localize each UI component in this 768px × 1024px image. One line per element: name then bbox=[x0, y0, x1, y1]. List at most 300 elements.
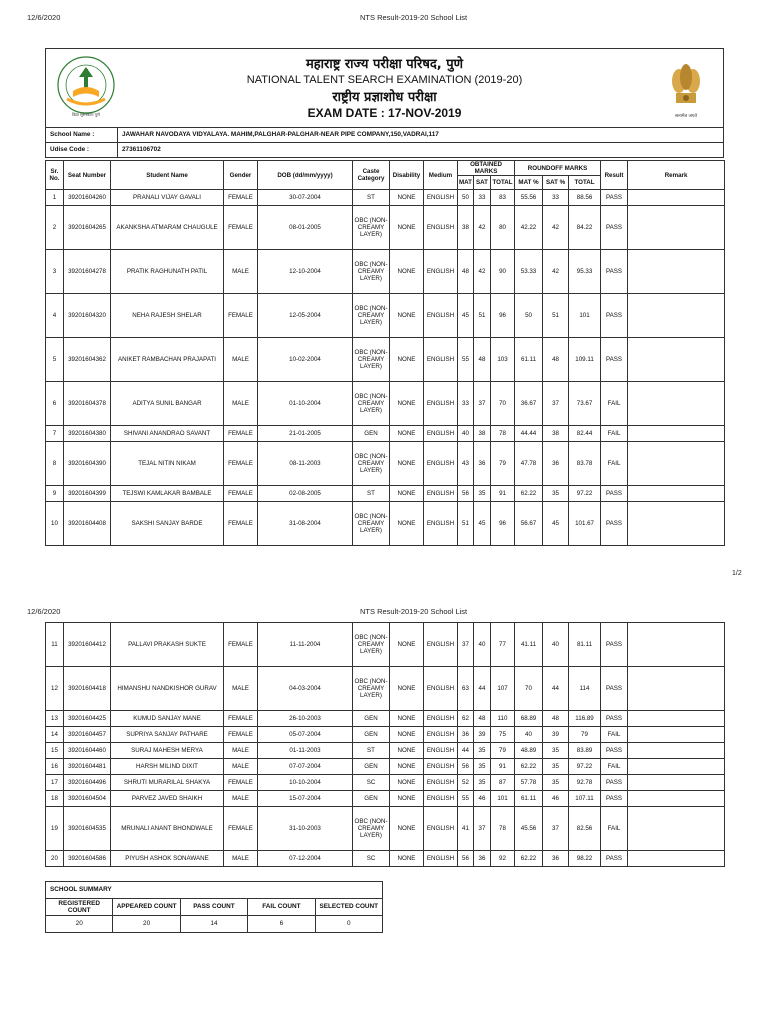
medium: ENGLISH bbox=[424, 807, 458, 851]
student-name: SHRUTI MURARILAL SHAKYA bbox=[111, 775, 224, 791]
table-row bbox=[46, 791, 725, 807]
mat-marks: 63 bbox=[458, 667, 474, 711]
mat-percent: 48.89 bbox=[515, 743, 543, 759]
medium: ENGLISH bbox=[424, 426, 458, 442]
remark bbox=[628, 442, 725, 486]
seat-number: 39201604496 bbox=[64, 775, 111, 791]
roundoff-total: 84.22 bbox=[569, 206, 601, 250]
medium: ENGLISH bbox=[424, 759, 458, 775]
disability: NONE bbox=[390, 426, 424, 442]
remark bbox=[628, 851, 725, 867]
disability: NONE bbox=[390, 206, 424, 250]
roundoff-total: 83.78 bbox=[569, 442, 601, 486]
dob: 15-07-2004 bbox=[258, 791, 353, 807]
roundoff-total: 88.56 bbox=[569, 190, 601, 206]
disability: NONE bbox=[390, 623, 424, 667]
mat-percent: 68.89 bbox=[515, 711, 543, 727]
disability: NONE bbox=[390, 727, 424, 743]
medium: ENGLISH bbox=[424, 338, 458, 382]
roundoff-total: 81.11 bbox=[569, 623, 601, 667]
medium: ENGLISH bbox=[424, 623, 458, 667]
sat-percent: 48 bbox=[543, 711, 569, 727]
col-roundoff: ROUNDOFF MARKS bbox=[515, 161, 601, 176]
selected-count: 0 bbox=[315, 916, 382, 933]
seat-number: 39201604380 bbox=[64, 426, 111, 442]
table-row bbox=[46, 623, 725, 667]
seat-number: 39201604320 bbox=[64, 294, 111, 338]
total-marks: 107 bbox=[491, 667, 515, 711]
seat-number: 39201604504 bbox=[64, 791, 111, 807]
dob: 31-08-2004 bbox=[258, 502, 353, 546]
gender: FEMALE bbox=[224, 486, 258, 502]
medium: ENGLISH bbox=[424, 250, 458, 294]
disability: NONE bbox=[390, 338, 424, 382]
sat-percent: 42 bbox=[543, 250, 569, 294]
total-marks: 96 bbox=[491, 502, 515, 546]
seat-number: 39201604260 bbox=[64, 190, 111, 206]
sr-no: 3 bbox=[46, 250, 64, 294]
mat-marks: 44 bbox=[458, 743, 474, 759]
mat-marks: 56 bbox=[458, 759, 474, 775]
col-sat-pct: SAT % bbox=[543, 176, 569, 190]
table-row bbox=[46, 711, 725, 727]
roundoff-total: 101 bbox=[569, 294, 601, 338]
total-marks: 75 bbox=[491, 727, 515, 743]
summary-header: PASS COUNT bbox=[180, 899, 247, 916]
dob: 02-08-2005 bbox=[258, 486, 353, 502]
remark bbox=[628, 206, 725, 250]
table-row bbox=[46, 206, 725, 250]
dob: 12-05-2004 bbox=[258, 294, 353, 338]
dob: 08-11-2003 bbox=[258, 442, 353, 486]
col-sat: SAT bbox=[474, 176, 491, 190]
col-disability: Disability bbox=[390, 161, 424, 190]
roundoff-total: 83.89 bbox=[569, 743, 601, 759]
disability: NONE bbox=[390, 711, 424, 727]
total-marks: 80 bbox=[491, 206, 515, 250]
medium: ENGLISH bbox=[424, 294, 458, 338]
sr-no: 11 bbox=[46, 623, 64, 667]
mat-percent: 44.44 bbox=[515, 426, 543, 442]
remark bbox=[628, 807, 725, 851]
result: FAIL bbox=[601, 807, 628, 851]
sr-no: 10 bbox=[46, 502, 64, 546]
col-result: Result bbox=[601, 161, 628, 190]
caste-category: OBC (NON-CREAMY LAYER) bbox=[353, 623, 390, 667]
student-name: TEJAL NITIN NIKAM bbox=[111, 442, 224, 486]
summary-header: SELECTED COUNT bbox=[315, 899, 382, 916]
caste-category: OBC (NON-CREAMY LAYER) bbox=[353, 338, 390, 382]
marathi-title: महाराष्ट्र राज्य परीक्षा परिषद, पुणे bbox=[305, 57, 464, 72]
mat-percent: 57.78 bbox=[515, 775, 543, 791]
result: PASS bbox=[601, 775, 628, 791]
mat-percent: 62.22 bbox=[515, 486, 543, 502]
medium: ENGLISH bbox=[424, 775, 458, 791]
table-row bbox=[46, 759, 725, 775]
roundoff-total: 82.56 bbox=[569, 807, 601, 851]
sat-percent: 42 bbox=[543, 206, 569, 250]
table-row bbox=[46, 775, 725, 791]
summary-header: FAIL COUNT bbox=[248, 899, 315, 916]
result: PASS bbox=[601, 250, 628, 294]
medium: ENGLISH bbox=[424, 743, 458, 759]
sat-marks: 45 bbox=[474, 502, 491, 546]
result: PASS bbox=[601, 667, 628, 711]
caste-category: SC bbox=[353, 775, 390, 791]
caste-category: OBC (NON-CREAMY LAYER) bbox=[353, 667, 390, 711]
table-row bbox=[46, 851, 725, 867]
remark bbox=[628, 426, 725, 442]
page-date: 12/6/2020 bbox=[27, 13, 61, 22]
mat-marks: 41 bbox=[458, 807, 474, 851]
col-mat-pct: MAT % bbox=[515, 176, 543, 190]
mat-marks: 33 bbox=[458, 382, 474, 426]
sat-marks: 36 bbox=[474, 442, 491, 486]
gender: FEMALE bbox=[224, 206, 258, 250]
mat-percent: 61.11 bbox=[515, 791, 543, 807]
dob: 08-01-2005 bbox=[258, 206, 353, 250]
sat-marks: 40 bbox=[474, 623, 491, 667]
gender: FEMALE bbox=[224, 807, 258, 851]
sat-percent: 40 bbox=[543, 623, 569, 667]
gender: MALE bbox=[224, 791, 258, 807]
result: PASS bbox=[601, 294, 628, 338]
result: PASS bbox=[601, 206, 628, 250]
table-row bbox=[46, 426, 725, 442]
mat-marks: 43 bbox=[458, 442, 474, 486]
seat-number: 39201604399 bbox=[64, 486, 111, 502]
sr-no: 17 bbox=[46, 775, 64, 791]
results-body-page2 bbox=[46, 623, 725, 867]
sat-marks: 37 bbox=[474, 807, 491, 851]
sat-percent: 39 bbox=[543, 727, 569, 743]
result: PASS bbox=[601, 851, 628, 867]
mat-marks: 51 bbox=[458, 502, 474, 546]
dob: 10-02-2004 bbox=[258, 338, 353, 382]
result: PASS bbox=[601, 486, 628, 502]
page-title: NTS Result-2019-20 School List bbox=[360, 13, 468, 22]
caste-category: ST bbox=[353, 190, 390, 206]
table-row bbox=[46, 382, 725, 426]
disability: NONE bbox=[390, 502, 424, 546]
sat-percent: 36 bbox=[543, 851, 569, 867]
result: FAIL bbox=[601, 727, 628, 743]
fail-count: 6 bbox=[248, 916, 315, 933]
result: PASS bbox=[601, 743, 628, 759]
sr-no: 9 bbox=[46, 486, 64, 502]
medium: ENGLISH bbox=[424, 382, 458, 426]
caste-category: OBC (NON-CREAMY LAYER) bbox=[353, 382, 390, 426]
roundoff-total: 92.78 bbox=[569, 775, 601, 791]
remark bbox=[628, 743, 725, 759]
col-total: TOTAL bbox=[491, 176, 515, 190]
sat-percent: 35 bbox=[543, 775, 569, 791]
medium: ENGLISH bbox=[424, 727, 458, 743]
mat-percent: 55.56 bbox=[515, 190, 543, 206]
dob: 07-07-2004 bbox=[258, 759, 353, 775]
student-name: MRUNALI ANANT BHONDWALE bbox=[111, 807, 224, 851]
sat-marks: 46 bbox=[474, 791, 491, 807]
mat-marks: 48 bbox=[458, 250, 474, 294]
sat-marks: 37 bbox=[474, 382, 491, 426]
roundoff-total: 107.11 bbox=[569, 791, 601, 807]
sat-percent: 35 bbox=[543, 759, 569, 775]
page-number: 1/2 bbox=[732, 570, 742, 577]
remark bbox=[628, 727, 725, 743]
udise-label: Udise Code : bbox=[46, 143, 118, 158]
mat-percent: 42.22 bbox=[515, 206, 543, 250]
roundoff-total: 79 bbox=[569, 727, 601, 743]
sat-marks: 33 bbox=[474, 190, 491, 206]
sr-no: 16 bbox=[46, 759, 64, 775]
caste-category: OBC (NON-CREAMY LAYER) bbox=[353, 807, 390, 851]
seat-number: 39201604378 bbox=[64, 382, 111, 426]
page2-date: 12/6/2020 bbox=[27, 607, 61, 616]
school-info bbox=[45, 127, 724, 158]
col-total2: TOTAL bbox=[569, 176, 601, 190]
result: PASS bbox=[601, 338, 628, 382]
table-row bbox=[46, 807, 725, 851]
gender: FEMALE bbox=[224, 727, 258, 743]
total-marks: 83 bbox=[491, 190, 515, 206]
gender: FEMALE bbox=[224, 711, 258, 727]
sat-marks: 48 bbox=[474, 711, 491, 727]
table-row bbox=[46, 502, 725, 546]
seat-number: 39201604390 bbox=[64, 442, 111, 486]
total-marks: 70 bbox=[491, 382, 515, 426]
total-marks: 87 bbox=[491, 775, 515, 791]
gender: MALE bbox=[224, 667, 258, 711]
medium: ENGLISH bbox=[424, 791, 458, 807]
results-table-page1 bbox=[45, 160, 725, 546]
sr-no: 14 bbox=[46, 727, 64, 743]
total-marks: 78 bbox=[491, 426, 515, 442]
summary-title: SCHOOL SUMMARY bbox=[46, 882, 383, 899]
remark bbox=[628, 294, 725, 338]
sr-no: 4 bbox=[46, 294, 64, 338]
sat-marks: 36 bbox=[474, 851, 491, 867]
disability: NONE bbox=[390, 807, 424, 851]
roundoff-total: 73.67 bbox=[569, 382, 601, 426]
mat-percent: 62.22 bbox=[515, 759, 543, 775]
seat-number: 39201604362 bbox=[64, 338, 111, 382]
table-row bbox=[46, 486, 725, 502]
table-row bbox=[46, 743, 725, 759]
sat-marks: 35 bbox=[474, 743, 491, 759]
student-name: SUPRIYA SANJAY PATHARE bbox=[111, 727, 224, 743]
medium: ENGLISH bbox=[424, 206, 458, 250]
total-marks: 103 bbox=[491, 338, 515, 382]
student-name: HIMANSHU NANDKISHOR GURAV bbox=[111, 667, 224, 711]
total-marks: 90 bbox=[491, 250, 515, 294]
sat-percent: 36 bbox=[543, 442, 569, 486]
sr-no: 18 bbox=[46, 791, 64, 807]
dob: 05-07-2004 bbox=[258, 727, 353, 743]
mat-marks: 56 bbox=[458, 486, 474, 502]
exam-banner bbox=[45, 48, 724, 127]
sat-marks: 35 bbox=[474, 759, 491, 775]
gender: MALE bbox=[224, 759, 258, 775]
results-body-page1 bbox=[46, 190, 725, 546]
hindi-title: राष्ट्रीय प्रज्ञाशोध परीक्षा bbox=[332, 90, 437, 105]
remark bbox=[628, 382, 725, 426]
medium: ENGLISH bbox=[424, 190, 458, 206]
disability: NONE bbox=[390, 442, 424, 486]
dob: 30-07-2004 bbox=[258, 190, 353, 206]
table-row bbox=[46, 727, 725, 743]
sr-no: 2 bbox=[46, 206, 64, 250]
logo-left-text: विद्या सुसंस्कारः पुणे bbox=[71, 112, 101, 117]
mat-percent: 41.11 bbox=[515, 623, 543, 667]
col-dob: DOB (dd/mm/yyyy) bbox=[258, 161, 353, 190]
sr-no: 12 bbox=[46, 667, 64, 711]
student-name: KUMUD SANJAY MANE bbox=[111, 711, 224, 727]
logo-right-text: सत्यमेव जयते bbox=[674, 114, 698, 119]
roundoff-total: 101.67 bbox=[569, 502, 601, 546]
disability: NONE bbox=[390, 667, 424, 711]
col-medium: Medium bbox=[424, 161, 458, 190]
student-name: PRANALI VIJAY GAVALI bbox=[111, 190, 224, 206]
mat-percent: 47.78 bbox=[515, 442, 543, 486]
english-title: NATIONAL TALENT SEARCH EXAMINATION (2019-20) bbox=[246, 74, 523, 86]
medium: ENGLISH bbox=[424, 502, 458, 546]
mat-percent: 36.67 bbox=[515, 382, 543, 426]
registered-count: 20 bbox=[46, 916, 113, 933]
dob: 01-11-2003 bbox=[258, 743, 353, 759]
results-table-page2 bbox=[45, 622, 725, 867]
medium: ENGLISH bbox=[424, 711, 458, 727]
roundoff-total: 97.22 bbox=[569, 759, 601, 775]
student-name: PARVEZ JAVED SHAIKH bbox=[111, 791, 224, 807]
remark bbox=[628, 190, 725, 206]
sat-percent: 46 bbox=[543, 791, 569, 807]
col-caste: Caste Category bbox=[353, 161, 390, 190]
roundoff-total: 114 bbox=[569, 667, 601, 711]
col-remark: Remark bbox=[628, 161, 725, 190]
table-row bbox=[46, 442, 725, 486]
remark bbox=[628, 623, 725, 667]
sat-percent: 51 bbox=[543, 294, 569, 338]
gender: FEMALE bbox=[224, 294, 258, 338]
total-marks: 92 bbox=[491, 851, 515, 867]
remark bbox=[628, 759, 725, 775]
result: PASS bbox=[601, 623, 628, 667]
dob: 21-01-2005 bbox=[258, 426, 353, 442]
student-name: ANIKET RAMBACHAN PRAJAPATI bbox=[111, 338, 224, 382]
sat-marks: 51 bbox=[474, 294, 491, 338]
result: FAIL bbox=[601, 442, 628, 486]
caste-category: OBC (NON-CREAMY LAYER) bbox=[353, 250, 390, 294]
disability: NONE bbox=[390, 743, 424, 759]
gender: FEMALE bbox=[224, 623, 258, 667]
gender: MALE bbox=[224, 250, 258, 294]
mat-percent: 61.11 bbox=[515, 338, 543, 382]
seat-number: 39201604457 bbox=[64, 727, 111, 743]
student-name: HARSH MILIND DIXIT bbox=[111, 759, 224, 775]
sr-no: 20 bbox=[46, 851, 64, 867]
result: FAIL bbox=[601, 426, 628, 442]
col-seat: Seat Number bbox=[64, 161, 111, 190]
gender: FEMALE bbox=[224, 442, 258, 486]
col-sr: Sr. No. bbox=[46, 161, 64, 190]
caste-category: GEN bbox=[353, 759, 390, 775]
sr-no: 13 bbox=[46, 711, 64, 727]
total-marks: 91 bbox=[491, 486, 515, 502]
student-name: NEHA RAJESH SHELAR bbox=[111, 294, 224, 338]
mat-percent: 45.56 bbox=[515, 807, 543, 851]
school-name-label: School Name : bbox=[46, 128, 118, 143]
disability: NONE bbox=[390, 250, 424, 294]
student-name: ADITYA SUNIL BANGAR bbox=[111, 382, 224, 426]
mat-percent: 40 bbox=[515, 727, 543, 743]
roundoff-total: 82.44 bbox=[569, 426, 601, 442]
page2-title: NTS Result-2019-20 School List bbox=[360, 607, 468, 616]
sr-no: 6 bbox=[46, 382, 64, 426]
dob: 07-12-2004 bbox=[258, 851, 353, 867]
caste-category: OBC (NON-CREAMY LAYER) bbox=[353, 442, 390, 486]
mat-percent: 62.22 bbox=[515, 851, 543, 867]
sat-percent: 48 bbox=[543, 338, 569, 382]
mat-marks: 50 bbox=[458, 190, 474, 206]
caste-category: GEN bbox=[353, 727, 390, 743]
caste-category: SC bbox=[353, 851, 390, 867]
result: PASS bbox=[601, 711, 628, 727]
col-mat: MAT bbox=[458, 176, 474, 190]
mat-marks: 62 bbox=[458, 711, 474, 727]
roundoff-total: 116.89 bbox=[569, 711, 601, 727]
sr-no: 15 bbox=[46, 743, 64, 759]
result: PASS bbox=[601, 502, 628, 546]
total-marks: 79 bbox=[491, 442, 515, 486]
mat-percent: 53.33 bbox=[515, 250, 543, 294]
dob: 11-11-2004 bbox=[258, 623, 353, 667]
remark bbox=[628, 250, 725, 294]
caste-category: GEN bbox=[353, 426, 390, 442]
appeared-count: 20 bbox=[113, 916, 180, 933]
table-row bbox=[46, 667, 725, 711]
roundoff-total: 95.33 bbox=[569, 250, 601, 294]
seat-number: 39201604481 bbox=[64, 759, 111, 775]
total-marks: 110 bbox=[491, 711, 515, 727]
seat-number: 39201604535 bbox=[64, 807, 111, 851]
disability: NONE bbox=[390, 190, 424, 206]
caste-category: GEN bbox=[353, 791, 390, 807]
table-row bbox=[46, 190, 725, 206]
sat-marks: 42 bbox=[474, 250, 491, 294]
summary-header: APPEARED COUNT bbox=[113, 899, 180, 916]
caste-category: GEN bbox=[353, 711, 390, 727]
gender: FEMALE bbox=[224, 502, 258, 546]
disability: NONE bbox=[390, 382, 424, 426]
disability: NONE bbox=[390, 486, 424, 502]
gender: FEMALE bbox=[224, 190, 258, 206]
sat-percent: 37 bbox=[543, 807, 569, 851]
col-gender: Gender bbox=[224, 161, 258, 190]
total-marks: 91 bbox=[491, 759, 515, 775]
sat-marks: 35 bbox=[474, 775, 491, 791]
emblem-icon bbox=[662, 59, 710, 121]
mat-marks: 38 bbox=[458, 206, 474, 250]
dob: 31-10-2003 bbox=[258, 807, 353, 851]
sat-marks: 44 bbox=[474, 667, 491, 711]
mat-marks: 37 bbox=[458, 623, 474, 667]
table-row bbox=[46, 338, 725, 382]
mat-marks: 40 bbox=[458, 426, 474, 442]
roundoff-total: 109.11 bbox=[569, 338, 601, 382]
sr-no: 5 bbox=[46, 338, 64, 382]
caste-category: OBC (NON-CREAMY LAYER) bbox=[353, 502, 390, 546]
sat-percent: 35 bbox=[543, 486, 569, 502]
